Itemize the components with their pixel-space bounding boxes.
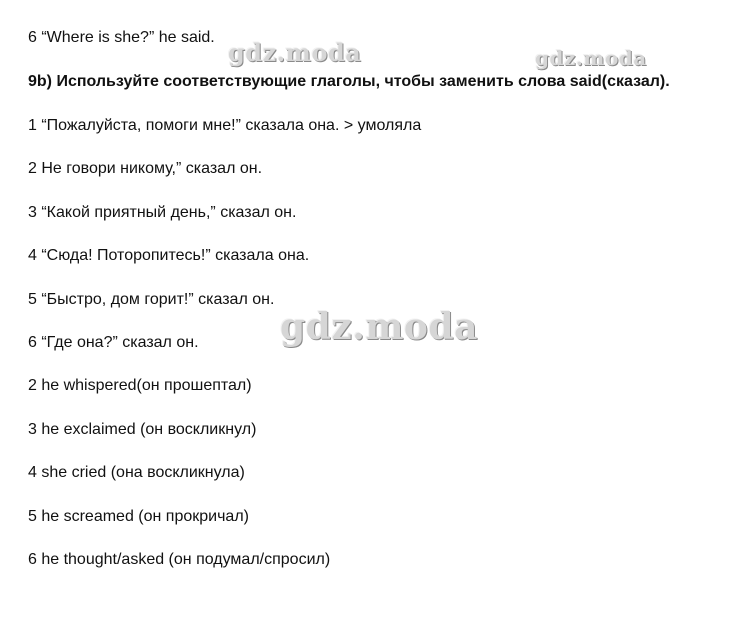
exercise-heading-9b: 9b) Используйте соответствующие глаголы, чтобы заменить слова said(сказал). <box>28 73 670 90</box>
sentence-5: 5 “Быстро, дом горит!” сказал он. <box>28 291 275 308</box>
sentence-6: 6 “Где она?” сказал он. <box>28 334 199 351</box>
answer-4: 4 she cried (она воскликнула) <box>28 464 245 481</box>
answer-5: 5 he screamed (он прокричал) <box>28 508 249 525</box>
sentence-1: 1 “Пожалуйста, помоги мне!” сказала она. > умоляла <box>28 117 422 134</box>
answer-2: 2 he whispered(он прошептал) <box>28 377 252 394</box>
watermark-logo: gdz.moda <box>535 46 647 70</box>
answer-6: 6 he thought/asked (он подумал/спросил) <box>28 551 331 568</box>
text-line-prev-item-6: 6 “Where is she?” he said. <box>28 29 215 46</box>
sentence-2: 2 Не говори никому,” сказал он. <box>28 160 263 177</box>
watermark-logo: gdz.moda <box>280 306 478 348</box>
answer-3: 3 he exclaimed (он воскликнул) <box>28 421 257 438</box>
sentence-4: 4 “Сюда! Поторопитесь!” сказала она. <box>28 247 310 264</box>
sentence-3: 3 “Какой приятный день,” сказал он. <box>28 204 297 221</box>
watermark-logo: gdz.moda <box>228 38 362 67</box>
